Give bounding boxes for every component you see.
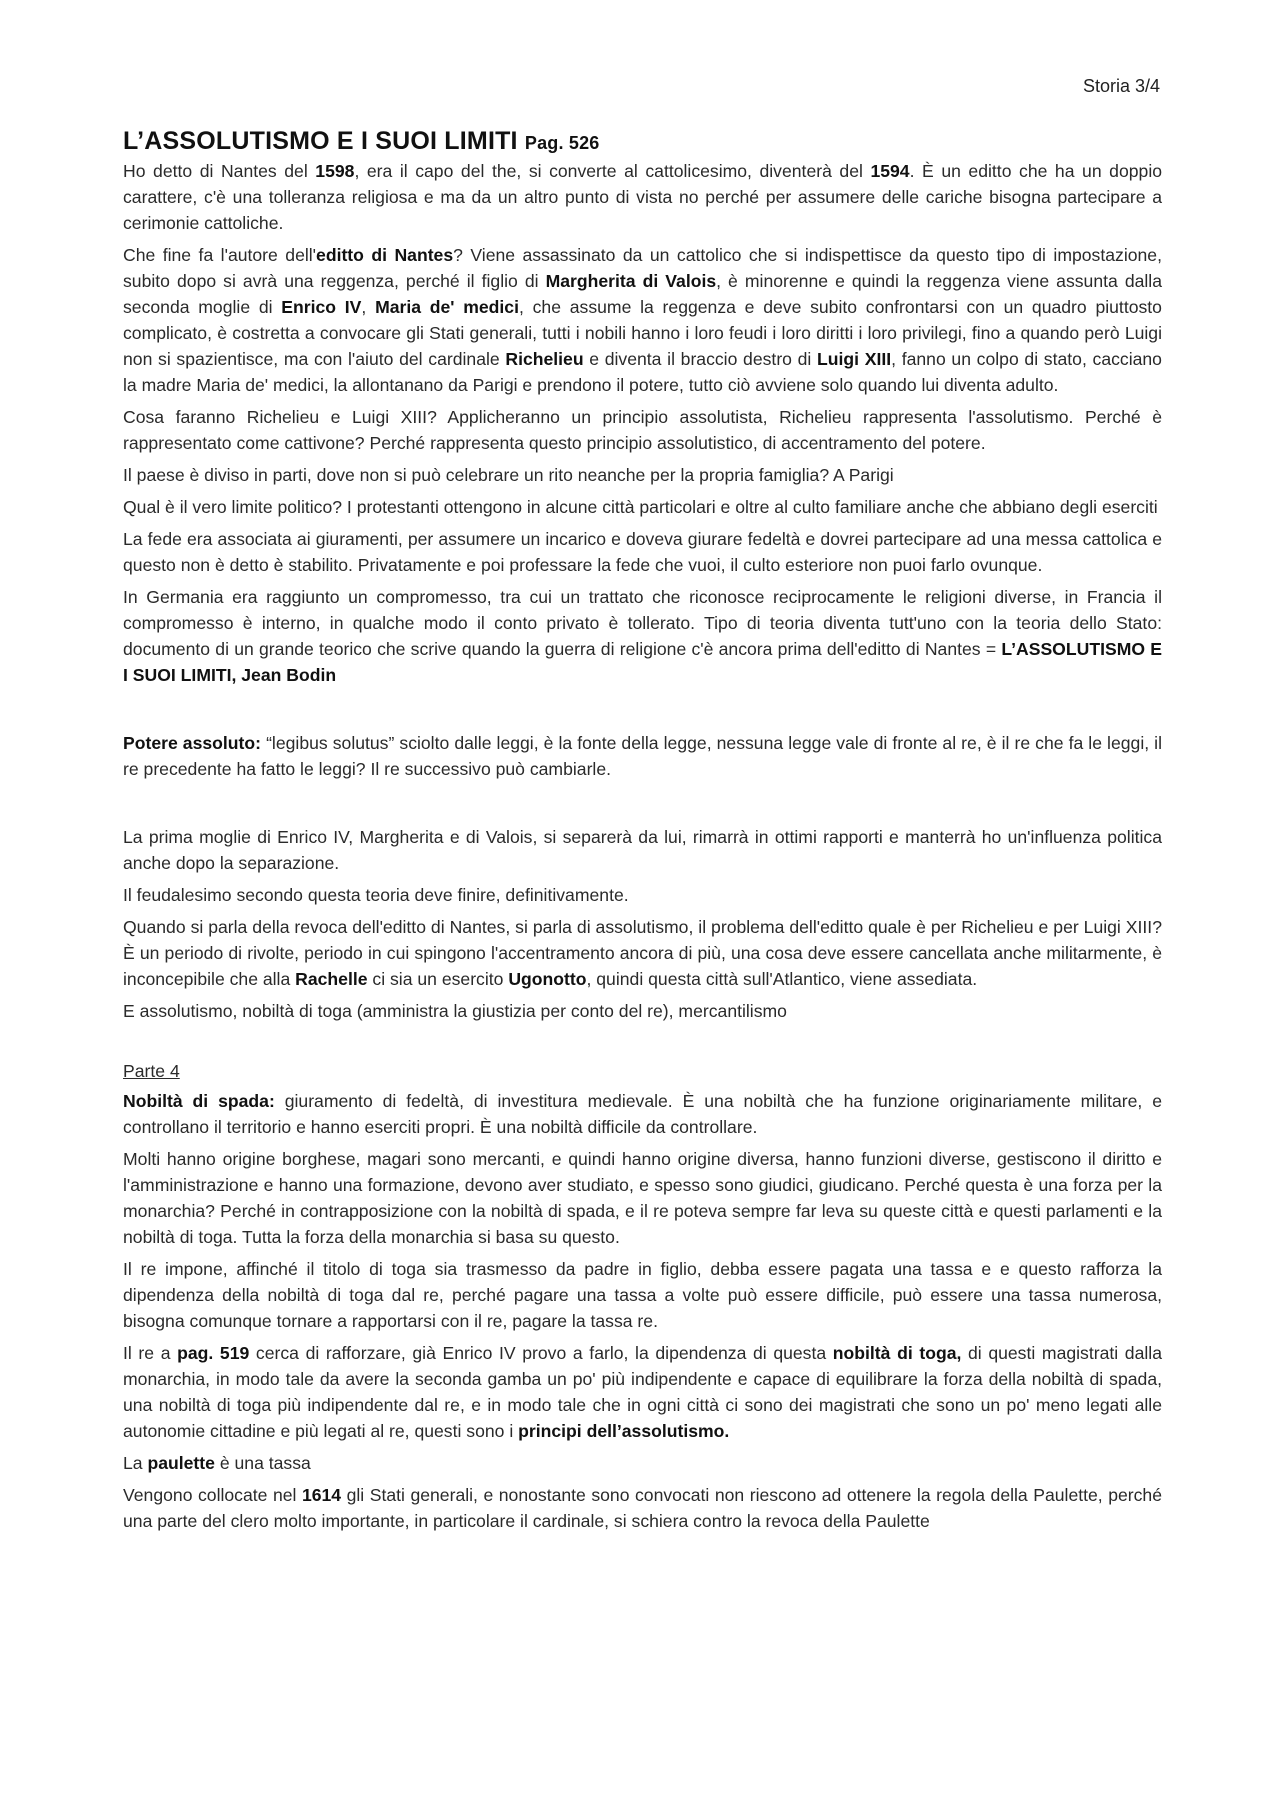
paragraph-1: [123, 158, 1162, 236]
paragraph-10: Il feudalesimo secondo questa teoria deve finire, definitivamente.: [123, 885, 629, 905]
section-heading-parte-4: Parte 4: [123, 1061, 180, 1081]
paragraph-8: [123, 730, 1162, 782]
paragraph-11: [123, 914, 1162, 992]
paragraph-3: Cosa faranno Richelieu e Luigi XIII? Applicheranno un principio assolutista, Richelieu rappresenta l'assolutismo. Perché è rappresentato come cattivone? Perché rappresenta questo principio assolutistico, di accentramento del potere.: [123, 407, 1162, 453]
bold-run: editto di Nantes: [316, 245, 454, 265]
bold-run: Rachelle: [295, 969, 368, 989]
page-header-label: Storia 3/4: [1082, 76, 1160, 96]
paragraph-17: [123, 1450, 1162, 1476]
bold-run: Enrico IV: [281, 297, 362, 317]
text-run: ci sia un esercito: [367, 969, 509, 989]
bold-run: 1614: [301, 1485, 342, 1505]
bold-run: 1594: [870, 161, 910, 181]
text-run: è una tassa: [214, 1453, 311, 1473]
text-run: , fanno un colpo di stato, cacciano la madre Maria de' medici, la allontanano da Parigi e prendono il potere, tutto ciò avviene solo quando lui diventa adulto.: [123, 349, 1162, 395]
text-run: ,: [361, 297, 376, 317]
bold-run: pag. 519: [177, 1343, 250, 1363]
text-run: Vengono collocate nel: [123, 1485, 302, 1505]
bold-run: Margherita di Valois: [545, 271, 717, 291]
bold-run: Richelieu: [505, 349, 584, 369]
bold-run: nobiltà di toga,: [832, 1343, 962, 1363]
paragraph-7: [123, 584, 1162, 688]
document-title: [123, 126, 1162, 158]
text-run: Che fine fa l'autore dell': [123, 245, 317, 265]
text-run: gli Stati generali, e nonostante sono convocati non riescono ad ottenere la regola della Paulette, perché una parte del clero molto importante, in particolare il cardinale, si schiera contro la revoca della Paulette: [123, 1485, 1162, 1531]
text-run: , era il capo del the, si converte al cattolicesimo, diventerà del: [354, 161, 871, 181]
paragraph-18: [123, 1482, 1162, 1534]
bold-run: Potere assoluto:: [123, 733, 262, 753]
paragraph-12: E assolutismo, nobiltà di toga (amministra la giustizia per conto del re), mercantilismo: [123, 1001, 787, 1021]
paragraph-5: Qual è il vero limite politico? I protestanti ottengono in alcune città particolari e oltre al culto familiare anche che abbiano degli eserciti: [123, 497, 1158, 517]
text-run: “legibus solutus” sciolto dalle leggi, è la fonte della legge, nessuna legge vale di fronte al re, è il re che fa le leggi, il re precedente ha fatto le leggi? Il re successivo può cambiarle.: [123, 733, 1162, 779]
bold-run: Ugonotto: [508, 969, 587, 989]
title-page-ref: Pag. 526: [524, 133, 600, 153]
text-run: , quindi questa città sull'Atlantico, viene assediata.: [586, 969, 978, 989]
spacer: [123, 694, 1162, 730]
document-body: [123, 126, 1162, 1540]
text-run: giuramento di fedeltà, di investitura medievale. È una nobiltà che ha funzione originariamente militare, e controllano il territorio e hanno eserciti propri. È una nobiltà difficile da controllare.: [123, 1091, 1162, 1137]
bold-run: Luigi XIII: [817, 349, 892, 369]
bold-run: principi dell’assolutismo.: [518, 1421, 730, 1441]
spacer: [123, 788, 1162, 824]
bold-run: 1598: [315, 161, 355, 181]
paragraph-2: [123, 242, 1162, 398]
paragraph-4: Il paese è diviso in parti, dove non si può celebrare un rito neanche per la propria famiglia? A Parigi: [123, 465, 894, 485]
paragraph-14: Molti hanno origine borghese, magari sono mercanti, e quindi hanno origine diversa, hanno funzioni diverse, gestiscono il diritto e l'amministrazione e hanno una formazione, devono aver studiato, e spesso sono giudici, giudicano. Perché questa è una forza per la monarchia? Perché in contrapposizione con la nobiltà di spada, e il re poteva sempre far leva su queste città e questi parlamenti e la nobiltà di toga. Tutta la forza della monarchia si basa su questo.: [123, 1149, 1162, 1247]
text-run: . È un editto che ha un doppio carattere, c'è una tolleranza religiosa e ma da un altro punto di vista no perché per assumere delle cariche bisogna partecipare a cerimonie cattoliche.: [123, 161, 1163, 233]
paragraph-16: [123, 1340, 1162, 1444]
text-run: , è minorenne e quindi la reggenza viene assunta dalla seconda moglie di: [123, 271, 1163, 317]
paragraph-6: La fede era associata ai giuramenti, per assumere un incarico e doveva giurare fedeltà e dovrei partecipare ad una messa cattolica e questo non è detto è stabilito. Privatamente e poi professare la fede che vuoi, il culto esteriore non puoi farlo ovunque.: [123, 529, 1162, 575]
text-run: Il re a: [123, 1343, 178, 1363]
bold-run: L’ASSOLUTISMO E I SUOI LIMITI, Jean Bodin: [123, 639, 1162, 685]
spacer: [123, 1030, 1162, 1058]
bold-run: Nobiltà di spada:: [123, 1091, 275, 1111]
text-run: ? Viene assassinato da un cattolico che si indispettisce da questo tipo di impostazione, subito dopo si avrà una reggenza, perché il figlio di: [123, 245, 1162, 291]
bold-run: Maria de' medici: [375, 297, 519, 317]
text-run: cerca di rafforzare, già Enrico IV provo a farlo, la dipendenza di questa: [249, 1343, 833, 1363]
title-text: L’ASSOLUTISMO E I SUOI LIMITI: [123, 127, 518, 155]
text-run: e diventa il braccio destro di: [583, 349, 818, 369]
text-run: La: [123, 1453, 148, 1473]
text-run: di questi magistrati dalla monarchia, in modo tale da avere la seconda gamba un po' più indipendente e capace di equilibrare la forza della nobiltà di spada, una nobiltà di toga più indipendente dal re, e in modo tale che in ogni città ci sono dei magistrati che sono un po' meno legati alle autonomie cittadine e più legati al re, questi sono i: [123, 1343, 1162, 1441]
bold-run: paulette: [147, 1453, 215, 1473]
paragraph-15: Il re impone, affinché il titolo di toga sia trasmesso da padre in figlio, debba essere pagata una tassa e e questo rafforza la dipendenza della nobiltà di toga dal re, perché pagare una tassa a volte può essere difficile, può essere una tassa numerosa, bisogna comunque tornare a rapportarsi con il re, pagare la tassa re.: [123, 1259, 1162, 1331]
text-run: Ho detto di Nantes del: [123, 161, 316, 181]
text-run: Quando si parla della revoca dell'editto di Nantes, si parla di assolutismo, il problema dell'editto quale è per Richelieu e per Luigi XIII? È un periodo di rivolte, periodo in cui spingono l'accentramento ancora di più, una cosa deve essere cancellata anche militarmente, è inconcepibile che alla: [123, 917, 1162, 989]
paragraph-9: La prima moglie di Enrico IV, Margherita e di Valois, si separerà da lui, rimarrà in ottimi rapporti e manterrà ho un'influenza politica anche dopo la separazione.: [123, 827, 1162, 873]
text-run: In Germania era raggiunto un compromesso, tra cui un trattato che riconosce reciprocamente le religioni diverse, in Francia il compromesso è interno, in qualche modo il conto privato è tollerato. Tipo di teoria diventa tutt'uno con la teoria dello Stato: documento di un grande teorico che scrive quando la guerra di religione c'è ancora prima dell'editto di Nantes =: [123, 587, 1162, 659]
text-run: , che assume la reggenza e deve subito confrontarsi con un quadro piuttosto complicato, è costretta a convocare gli Stati generali, tutti i nobili hanno i loro feudi i loro diritti i loro privilegi, fino a quando però Luigi non si spazientisce, ma con l'aiuto del cardinale: [123, 297, 1162, 369]
paragraph-13: [123, 1088, 1162, 1140]
